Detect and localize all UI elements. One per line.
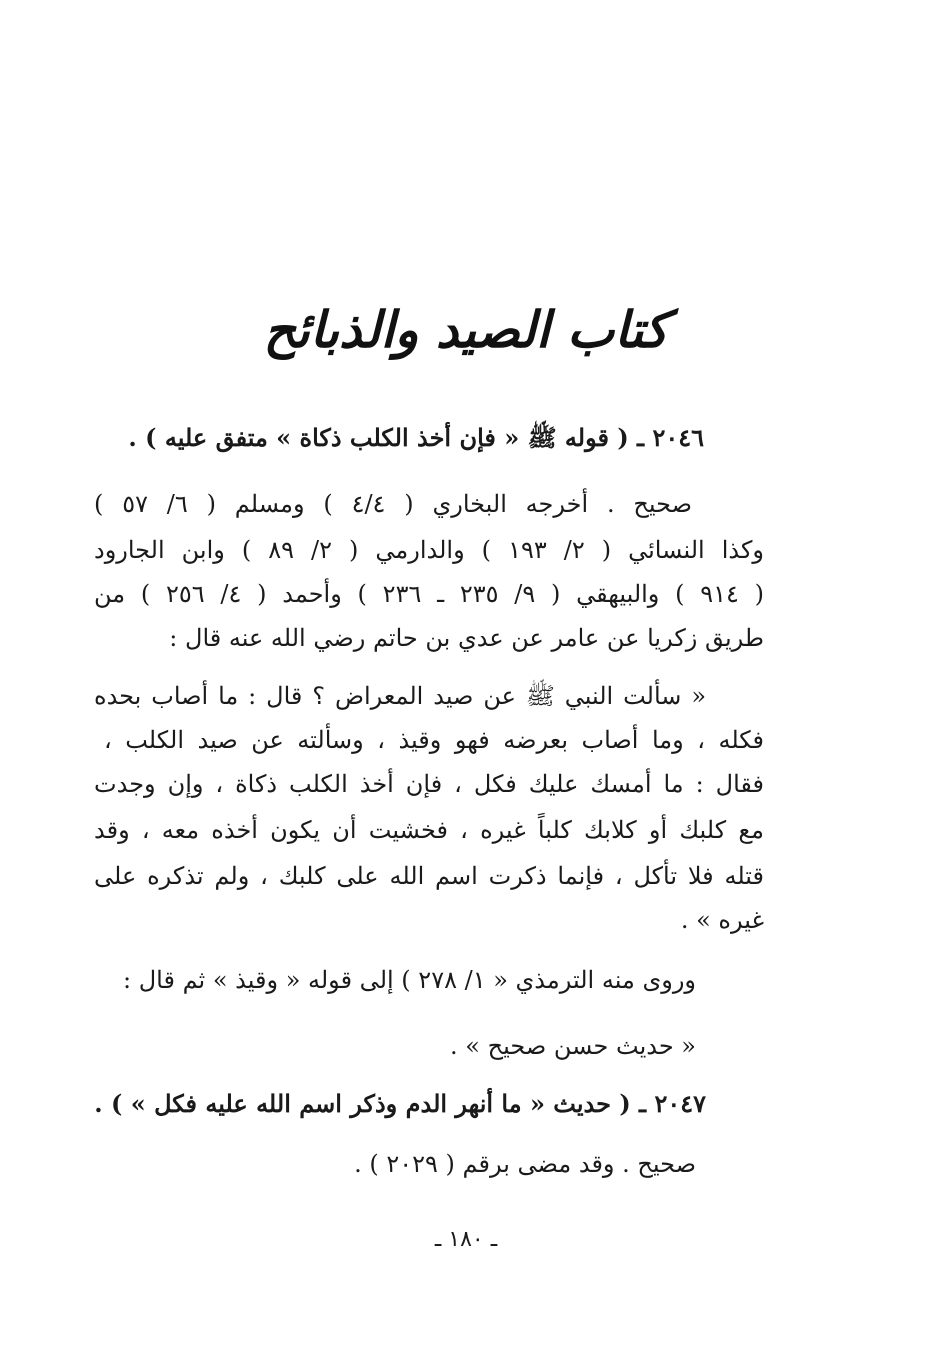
text-line-2: وكذا النسائي ( ٢/ ١٩٣ ) والدارمي ( ٢/ ٨٩ ) وابن الجارود bbox=[94, 536, 765, 564]
text-line-3: ( ٩١٤ ) والبيهقي ( ٩/ ٢٣٥ ـ ٢٣٦ ) وأحمد ( ٤/ ٢٥٦ ) من bbox=[94, 580, 765, 608]
tirmidhi-line: وروى منه الترمذي « ١/ ٢٧٨ ) إلى قوله « وقيذ » ثم قال : bbox=[123, 966, 696, 994]
hadith-text-line-5: قتله فلا تأكل ، فإنما ذكرت اسم الله على كلبك ، ولم تذكره على bbox=[94, 862, 765, 890]
hadith-2046-heading: ٢٠٤٦ ـ ( قوله ﷺ « فإن أخذ الكلب ذكاة » متفق عليه ) . bbox=[128, 423, 704, 452]
hadith-text-line-3: فقال : ما أمسك عليك فكل ، فإن أخذ الكلب ذكاة ، وإن وجدت bbox=[94, 770, 764, 798]
text-line-4: طريق زكريا عن عامر عن عدي بن حاتم رضي الله عنه قال : bbox=[169, 624, 764, 652]
hadith-2047-heading: ٢٠٤٧ ـ ( حديث « ما أنهر الدم وذكر اسم الله عليه فكل » ) . bbox=[94, 1089, 706, 1118]
hadith-text-line-1: « سألت النبي ﷺ عن صيد المعراض ؟ قال : ما أصاب بحده bbox=[94, 682, 706, 710]
hadith-text-line-2: فكله ، وما أصاب بعرضه فهو وقيذ ، وسألته عن صيد الكلب ، bbox=[104, 726, 764, 754]
text-line-1: صحيح . أخرجه البخاري ( ٤/٤ ) ومسلم ( ٦/ ٥٧ ) bbox=[94, 490, 693, 518]
hadith-text-line-6: غيره » . bbox=[680, 906, 764, 934]
page-number: ـ ١٨٠ ـ bbox=[434, 1227, 498, 1252]
book-title: كتاب الصيد والذبائح bbox=[263, 300, 669, 359]
tirmidhi-quote: « حديث حسن صحيح » . bbox=[450, 1032, 696, 1060]
hadith-text-line-4: مع كلبك أو كلابك كلباً غيره ، فخشيت أن يكون أخذه معه ، وقد bbox=[94, 816, 764, 844]
hadith-2047-grading: صحيح . وقد مضى برقم ( ٢٠٢٩ ) . bbox=[354, 1150, 696, 1178]
